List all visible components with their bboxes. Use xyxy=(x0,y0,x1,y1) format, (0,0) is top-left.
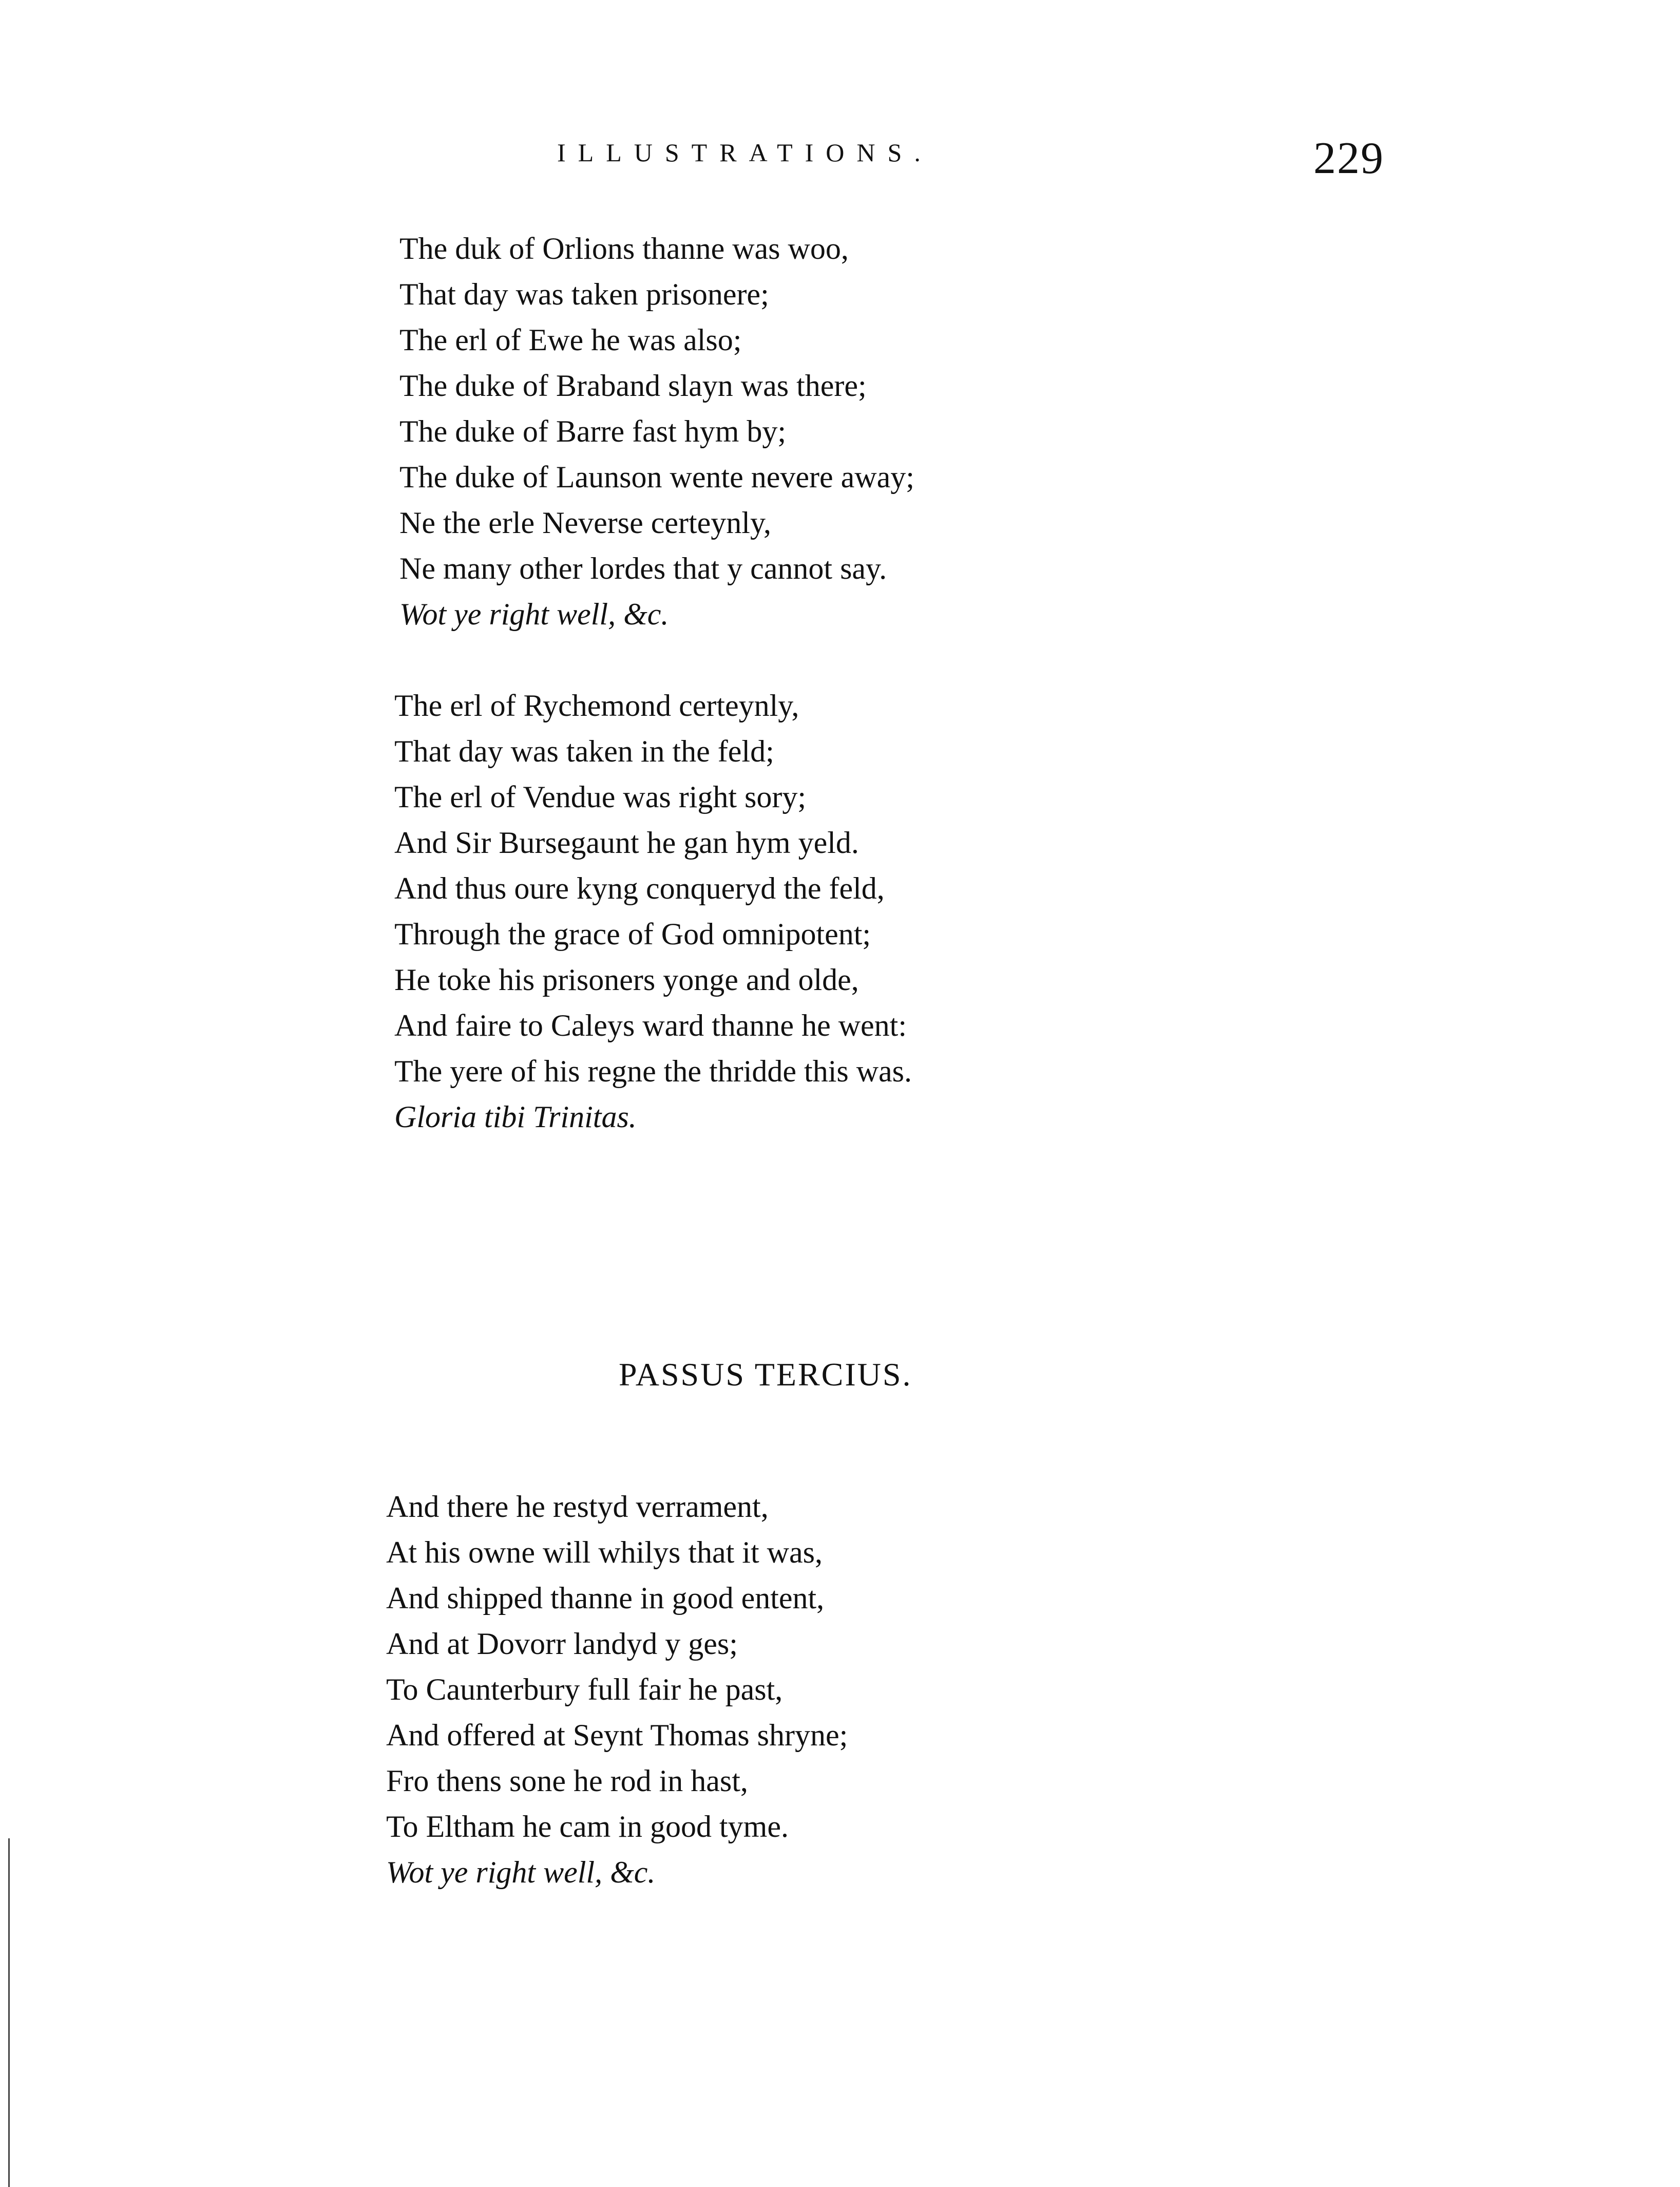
verse-line: The duke of Launson wente nevere away; xyxy=(399,460,914,494)
verse-line: And Sir Bursegaunt he gan hym yeld. xyxy=(394,826,859,860)
refrain-line: Wot ye right well, &c. xyxy=(386,1855,656,1889)
verse-line: The erl of Ewe he was also; xyxy=(399,323,742,357)
verse-line: Ne the erle Neverse certeynly, xyxy=(399,506,772,540)
verse-line: And there he restyd verrament, xyxy=(386,1490,769,1524)
verse-line: The duke of Braband slayn was there; xyxy=(399,369,867,403)
verse-line: The yere of his regne the thridde this was. xyxy=(394,1054,912,1088)
verse-line: The duke of Barre fast hym by; xyxy=(399,414,787,448)
verse-line: Ne many other lordes that y cannot say. xyxy=(399,551,887,585)
verse-line: To Eltham he cam in good tyme. xyxy=(386,1810,789,1843)
verse-line: The erl of Rychemond certeynly, xyxy=(394,689,799,722)
section-heading: PASSUS TERCIUS. xyxy=(619,1356,912,1393)
verse-line: To Caunterbury full fair he past, xyxy=(386,1672,783,1706)
verse-line: Through the grace of God omnipotent; xyxy=(394,917,871,951)
verse-line: And faire to Caleys ward thanne he went: xyxy=(394,1009,907,1042)
stanza xyxy=(394,683,912,1140)
verse-line: The duk of Orlions thanne was woo, xyxy=(399,232,849,265)
stanza xyxy=(386,1484,848,1895)
verse-line: The erl of Vendue was right sory; xyxy=(394,780,807,814)
verse-line: He toke his prisoners yonge and olde, xyxy=(394,963,859,997)
verse-line: And offered at Seynt Thomas shryne; xyxy=(386,1718,848,1752)
scan-margin-line xyxy=(8,1838,10,2187)
verse-line: That day was taken prisonere; xyxy=(399,277,769,311)
verse-line: At his owne will whilys that it was, xyxy=(386,1535,823,1569)
refrain-line: Wot ye right well, &c. xyxy=(399,597,669,631)
verse-line: And at Dovorr landyd y ges; xyxy=(386,1627,738,1661)
stanza xyxy=(399,226,914,637)
verse-line: And thus oure kyng conqueryd the feld, xyxy=(394,871,885,905)
verse-line: Fro thens sone he rod in hast, xyxy=(386,1764,748,1798)
page-number: 229 xyxy=(1313,134,1384,183)
verse-line: That day was taken in the feld; xyxy=(394,734,774,768)
running-title: ILLUSTRATIONS. xyxy=(557,138,933,167)
verse-line: And shipped thanne in good entent, xyxy=(386,1581,825,1615)
refrain-line: Gloria tibi Trinitas. xyxy=(394,1100,637,1134)
